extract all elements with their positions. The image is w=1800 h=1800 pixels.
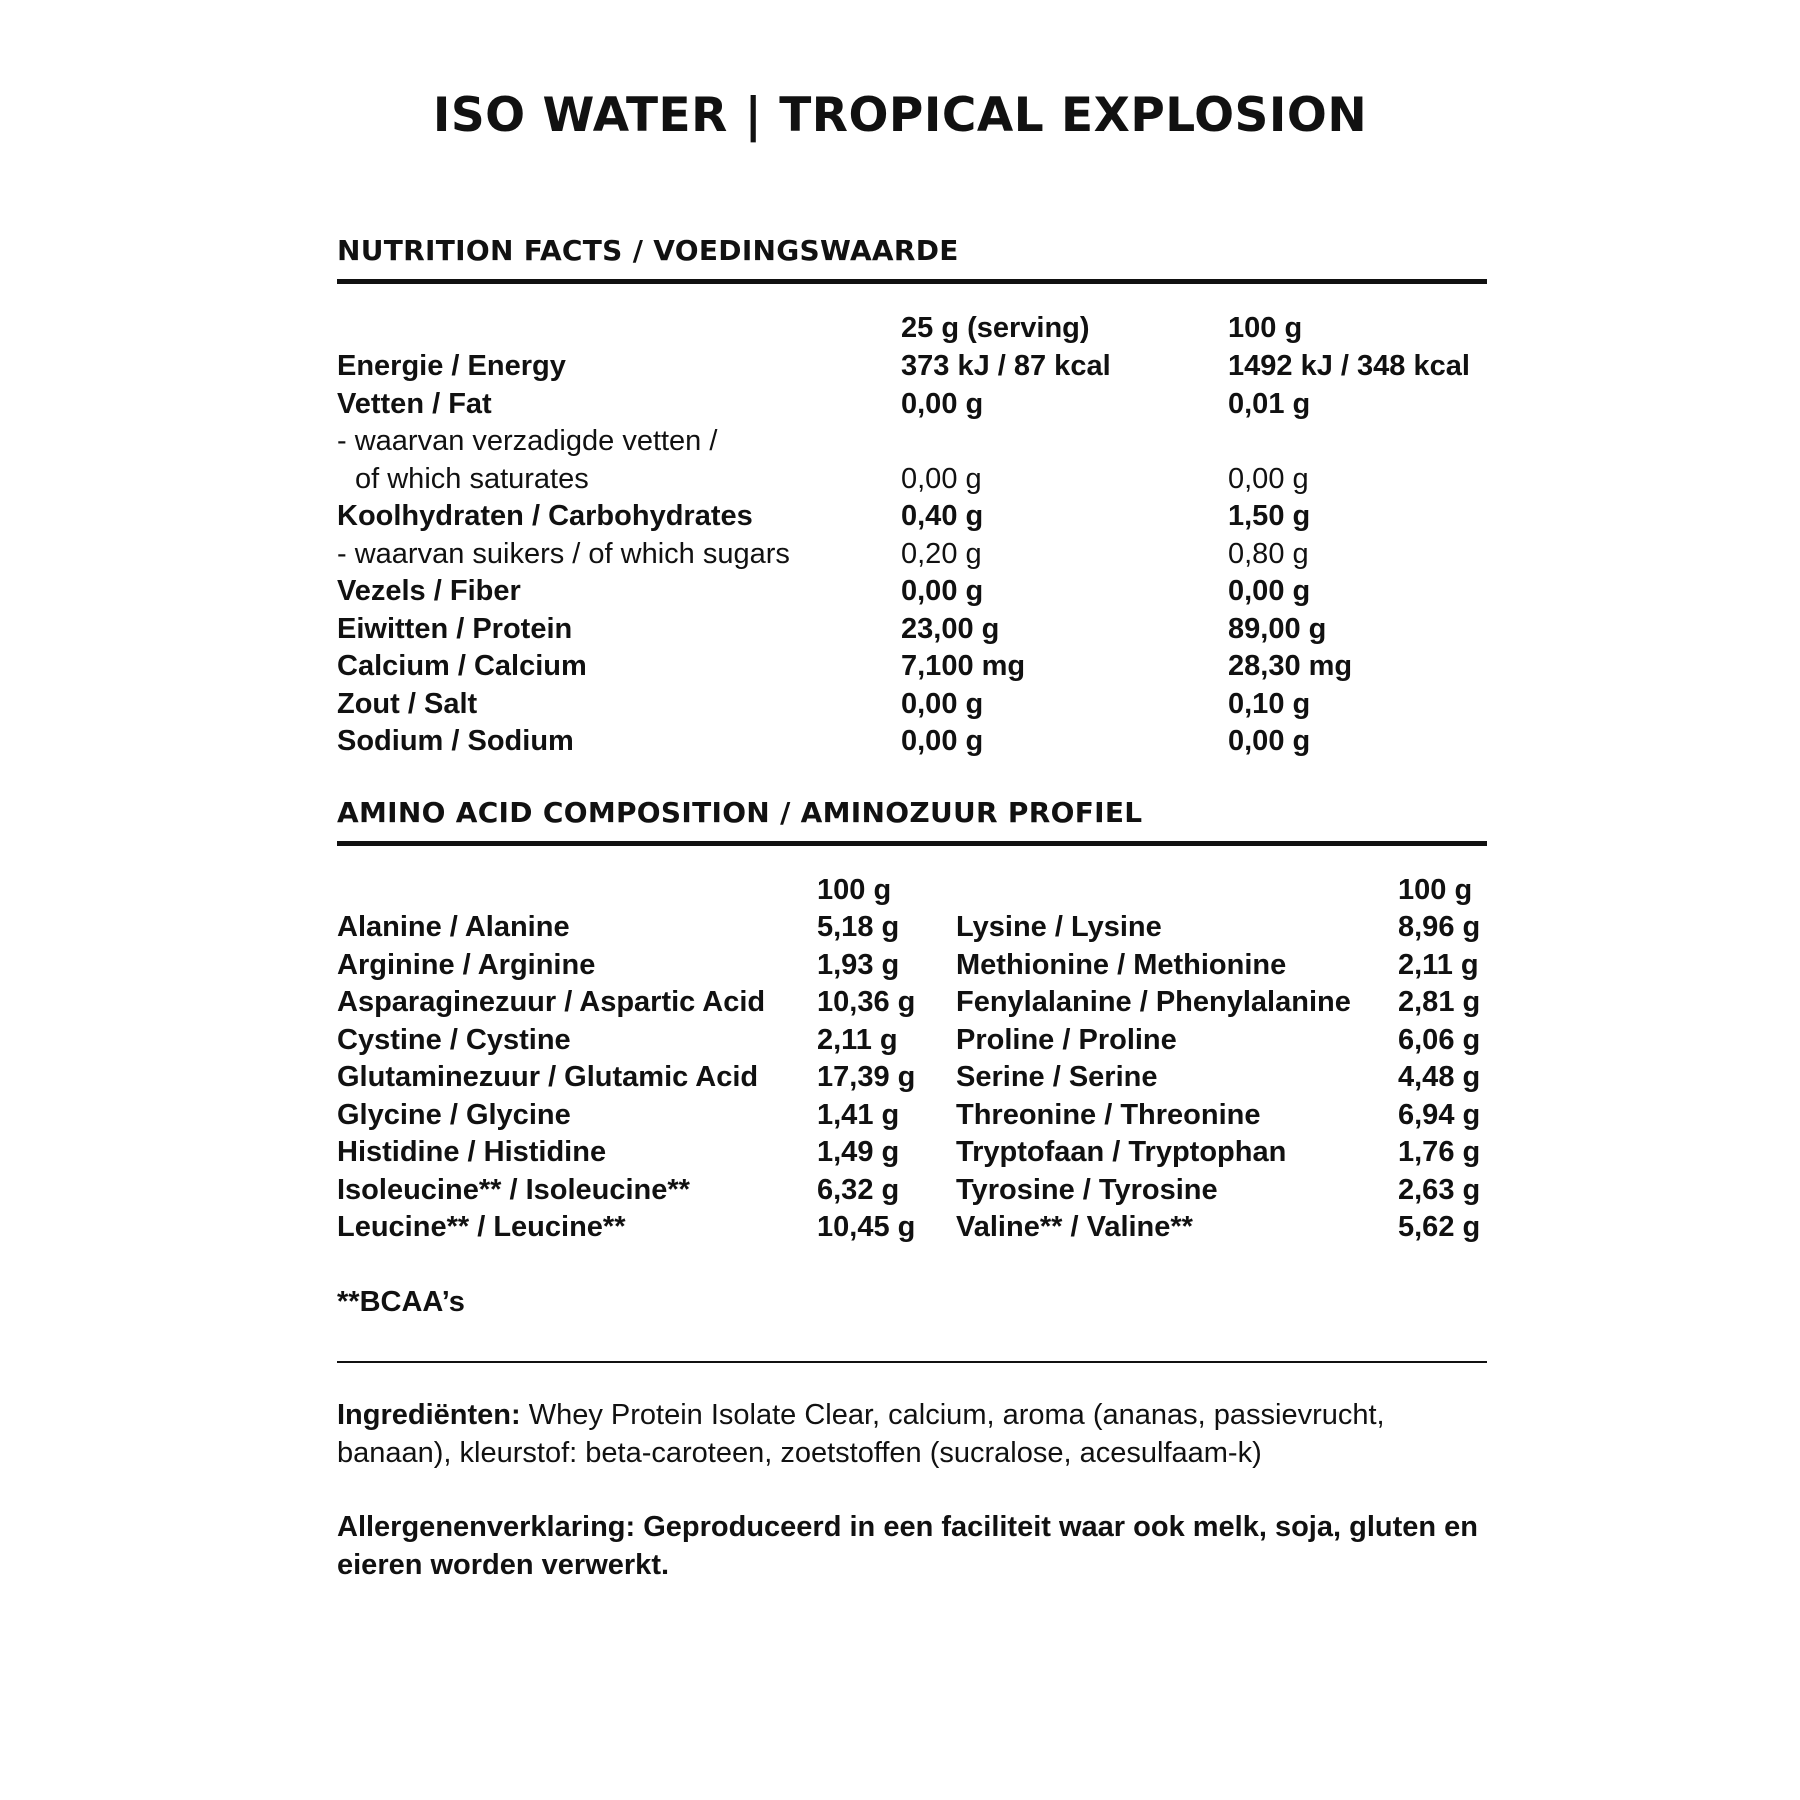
amino-acid-value: 5,18 g (817, 911, 900, 943)
amino-row (0, 908, 1800, 946)
per-100g-value: 28,30 mg (1228, 650, 1353, 682)
amino-acid-value: 1,76 g (1398, 1136, 1481, 1168)
per-serving-value: 373 kJ / 87 kcal (901, 350, 1111, 382)
nutrient-label: Calcium / Calcium (337, 650, 587, 682)
amino-acid-name: Glutaminezuur / Glutamic Acid (337, 1061, 759, 1093)
nutrient-label: Vetten / Fat (337, 387, 492, 420)
bcaa-footnote: **BCAA’s (337, 1286, 465, 1318)
nutrition-row (0, 572, 1800, 610)
column-header-serving: 25 g (serving) (901, 312, 1090, 344)
amino-acid-value: 5,62 g (1398, 1211, 1481, 1243)
nutrient-label: - waarvan verzadigde vetten / (337, 425, 718, 457)
amino-acid-value: 2,11 g (817, 1023, 898, 1056)
amino-acid-name: Leucine** / Leucine** (337, 1211, 626, 1243)
amino-acid-value: 10,36 g (817, 986, 916, 1018)
per-serving-value: 0,00 g (901, 575, 984, 607)
per-serving-value: 0,00 g (901, 725, 984, 757)
nutrient-label: Eiwitten / Protein (337, 612, 573, 645)
per-100g-value: 1492 kJ / 348 kcal (1228, 350, 1470, 382)
per-serving-value: 0,00 g (901, 462, 982, 495)
nutrient-label: - waarvan suikers / of which sugars (337, 537, 790, 570)
amino-acid-name: Tryptofaan / Tryptophan (956, 1136, 1287, 1168)
ingredients-paragraph (337, 1396, 1487, 1472)
amino-heading-rule (337, 841, 1487, 846)
amino-acid-name: Cystine / Cystine (337, 1023, 571, 1056)
nutrient-label: of which saturates (355, 462, 589, 495)
nutrient-label: Energie / Energy (337, 350, 566, 382)
amino-acid-value: 6,94 g (1398, 1098, 1481, 1131)
nutrient-label: Koolhydraten / Carbohydrates (337, 500, 753, 532)
amino-acid-name: Asparaginezuur / Aspartic Acid (337, 986, 766, 1018)
amino-acid-value: 2,63 g (1398, 1173, 1481, 1206)
amino-acid-value: 10,45 g (817, 1211, 916, 1243)
amino-heading: AMINO ACID COMPOSITION / AMINOZUUR PROFIEL (337, 796, 1143, 829)
amino-acid-value: 8,96 g (1398, 911, 1481, 943)
amino-acid-name: Histidine / Histidine (337, 1136, 607, 1168)
nutrient-label: Sodium / Sodium (337, 725, 574, 757)
allergen-statement: Allergenenverklaring: Geproduceerd in een faciliteit waar ook melk, soja, gluten en eieren worden verwerkt. (337, 1511, 1478, 1581)
amino-row (0, 1021, 1800, 1059)
per-100g-value: 0,00 g (1228, 575, 1311, 607)
amino-column-header-right: 100 g (1398, 874, 1473, 906)
amino-acid-name: Proline / Proline (956, 1023, 1177, 1056)
nutrition-heading: NUTRITION FACTS / VOEDINGSWAARDE (337, 234, 959, 267)
per-serving-value: 0,00 g (901, 387, 984, 420)
amino-header-row (0, 871, 1800, 909)
per-100g-value: 1,50 g (1228, 500, 1311, 532)
amino-acid-name: Fenylalanine / Phenylalanine (956, 986, 1351, 1018)
per-serving-value: 7,100 mg (901, 650, 1026, 682)
nutrition-row (0, 535, 1800, 573)
amino-row (0, 1171, 1800, 1209)
nutrition-heading-rule (337, 279, 1487, 284)
amino-acid-name: Serine / Serine (956, 1061, 1158, 1093)
divider (337, 1361, 1487, 1363)
amino-acid-name: Isoleucine** / Isoleucine** (337, 1173, 690, 1206)
amino-acid-value: 1,93 g (817, 948, 900, 981)
amino-acid-value: 2,11 g (1398, 948, 1479, 981)
amino-acid-value: 6,06 g (1398, 1023, 1481, 1056)
amino-acid-value: 1,41 g (817, 1098, 900, 1131)
per-100g-value: 0,00 g (1228, 725, 1311, 757)
amino-row (0, 983, 1800, 1021)
bcaa-footnote-row (0, 1283, 1800, 1321)
per-100g-value: 0,01 g (1228, 387, 1311, 420)
nutrition-row (0, 347, 1800, 385)
nutrition-row (0, 722, 1800, 760)
nutrition-row (0, 610, 1800, 648)
amino-acid-value: 1,49 g (817, 1136, 900, 1168)
amino-acid-name: Glycine / Glycine (337, 1098, 571, 1131)
amino-acid-value: 4,48 g (1398, 1061, 1481, 1093)
amino-acid-name: Alanine / Alanine (337, 911, 570, 943)
per-100g-value: 0,80 g (1228, 537, 1309, 570)
page-title: ISO WATER | TROPICAL EXPLOSION (432, 88, 1368, 143)
per-100g-value: 89,00 g (1228, 612, 1327, 645)
amino-acid-name: Lysine / Lysine (956, 911, 1162, 943)
amino-column-header-left: 100 g (817, 874, 892, 906)
amino-acid-value: 17,39 g (817, 1061, 916, 1093)
per-100g-value: 0,00 g (1228, 462, 1309, 495)
per-serving-value: 0,20 g (901, 537, 982, 570)
per-serving-value: 0,40 g (901, 500, 984, 532)
amino-acid-name: Methionine / Methionine (956, 948, 1287, 981)
nutrition-row (0, 385, 1800, 423)
amino-row (0, 946, 1800, 984)
amino-acid-name: Valine** / Valine** (956, 1211, 1193, 1243)
amino-acid-value: 6,32 g (817, 1173, 900, 1206)
per-serving-value: 0,00 g (901, 687, 984, 720)
nutrition-row (0, 497, 1800, 535)
ingredients-text: Whey Protein Isolate Clear, calcium, aroma (ananas, passievrucht, banaan), kleurstof: beta-caroteen, zoetstoffen (sucralose, acesulfaam-k) (337, 1399, 1385, 1469)
nutrition-row (0, 460, 1800, 498)
amino-row (0, 1208, 1800, 1246)
amino-row (0, 1096, 1800, 1134)
amino-acid-name: Tyrosine / Tyrosine (956, 1173, 1218, 1206)
amino-acid-value: 2,81 g (1398, 986, 1481, 1018)
amino-row (0, 1133, 1800, 1171)
per-serving-value: 23,00 g (901, 612, 1000, 645)
column-header-100g: 100 g (1228, 312, 1303, 344)
nutrition-row (0, 647, 1800, 685)
ingredients-label: Ingrediënten: (337, 1399, 521, 1431)
amino-row (0, 1058, 1800, 1096)
nutrition-header-row (0, 309, 1800, 347)
amino-acid-name: Arginine / Arginine (337, 948, 596, 981)
per-100g-value: 0,10 g (1228, 687, 1311, 720)
nutrition-row (0, 422, 1800, 460)
nutrition-row (0, 685, 1800, 723)
amino-acid-name: Threonine / Threonine (956, 1098, 1261, 1131)
nutrient-label: Vezels / Fiber (337, 575, 521, 607)
nutrient-label: Zout / Salt (337, 687, 478, 720)
